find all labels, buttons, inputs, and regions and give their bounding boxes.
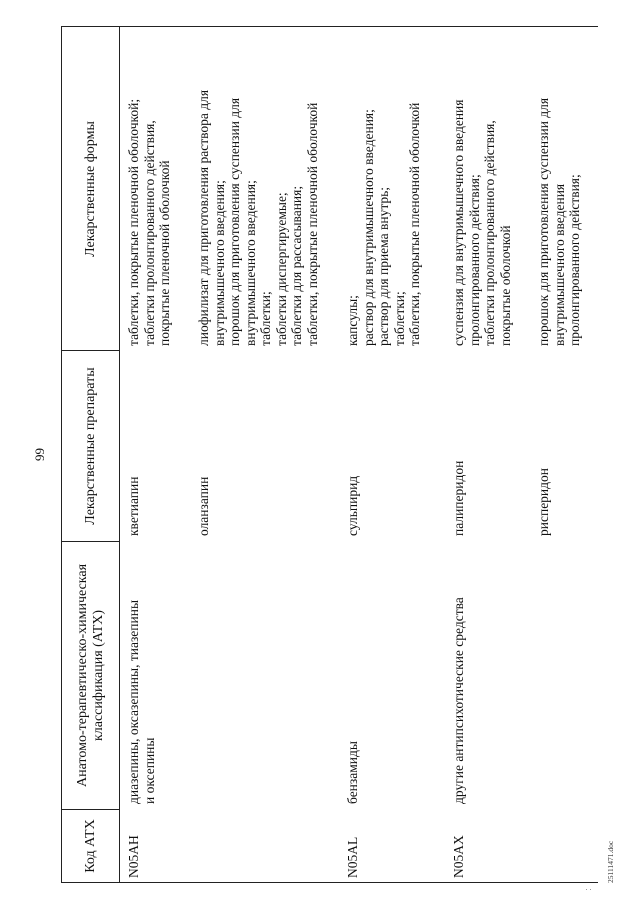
header-divider <box>62 541 119 542</box>
row-dosage-forms: лиофилизат для приготовления раствора для внутримышечного введения; порошок для приготовления суспензии для внутримышечного введения; таблетки; таблетки диспергируемые; таблетки для рассасывания; таблетки, покрытые пленочной оболочкой <box>196 89 320 346</box>
row-dosage-forms: капсулы; раствор для внутримышечного введения; раствор для приема внутрь; таблетки; таблетки, покрытые пленочной оболочкой <box>345 102 422 346</box>
header-drugs: Лекарственные препараты <box>82 367 98 525</box>
row-atc-class: бензамиды <box>345 741 360 804</box>
header-divider <box>62 809 119 810</box>
header-forms: Лекарственные формы <box>82 121 98 257</box>
row-code: N05AH <box>126 835 141 878</box>
atc-table <box>61 26 598 883</box>
scan-speck <box>590 889 591 890</box>
row-drug-name: кветиапин <box>126 476 141 536</box>
row-drug-name: палиперидон <box>451 460 466 536</box>
row-drug-name: сульпирид <box>345 475 360 536</box>
row-code: N05AL <box>345 836 360 878</box>
row-code: N05AX <box>451 835 466 878</box>
header-divider <box>62 350 119 351</box>
page-number: 99 <box>32 448 47 461</box>
row-drug-name: рисперидон <box>536 467 551 536</box>
row-dosage-forms: суспензия для внутримышечного введения пролонгированного действия; таблетки пролонгированного действия, покрытые оболочкой <box>451 99 513 346</box>
header-code: Код АТХ <box>82 819 98 873</box>
document-id: 25111471.doc <box>606 840 615 883</box>
table-header-row <box>62 27 120 882</box>
row-dosage-forms: порошок для приготовления суспензии для внутримышечного введения пролонгированного действия; <box>536 97 582 346</box>
header-atc: Анатомо-терапевтическо-химическая классификация (АТХ) <box>74 563 106 788</box>
row-atc-class: диазепины, оксазепины, тиазепины и оксепины <box>126 599 157 804</box>
row-dosage-forms: таблетки, покрытые пленочной оболочкой; таблетки пролонгированного действия, покрытые пленочной оболочкой <box>126 98 172 346</box>
row-atc-class: другие антипсихотические средства <box>451 597 466 804</box>
row-drug-name: оланзапин <box>196 476 211 536</box>
scan-speck <box>586 889 587 890</box>
